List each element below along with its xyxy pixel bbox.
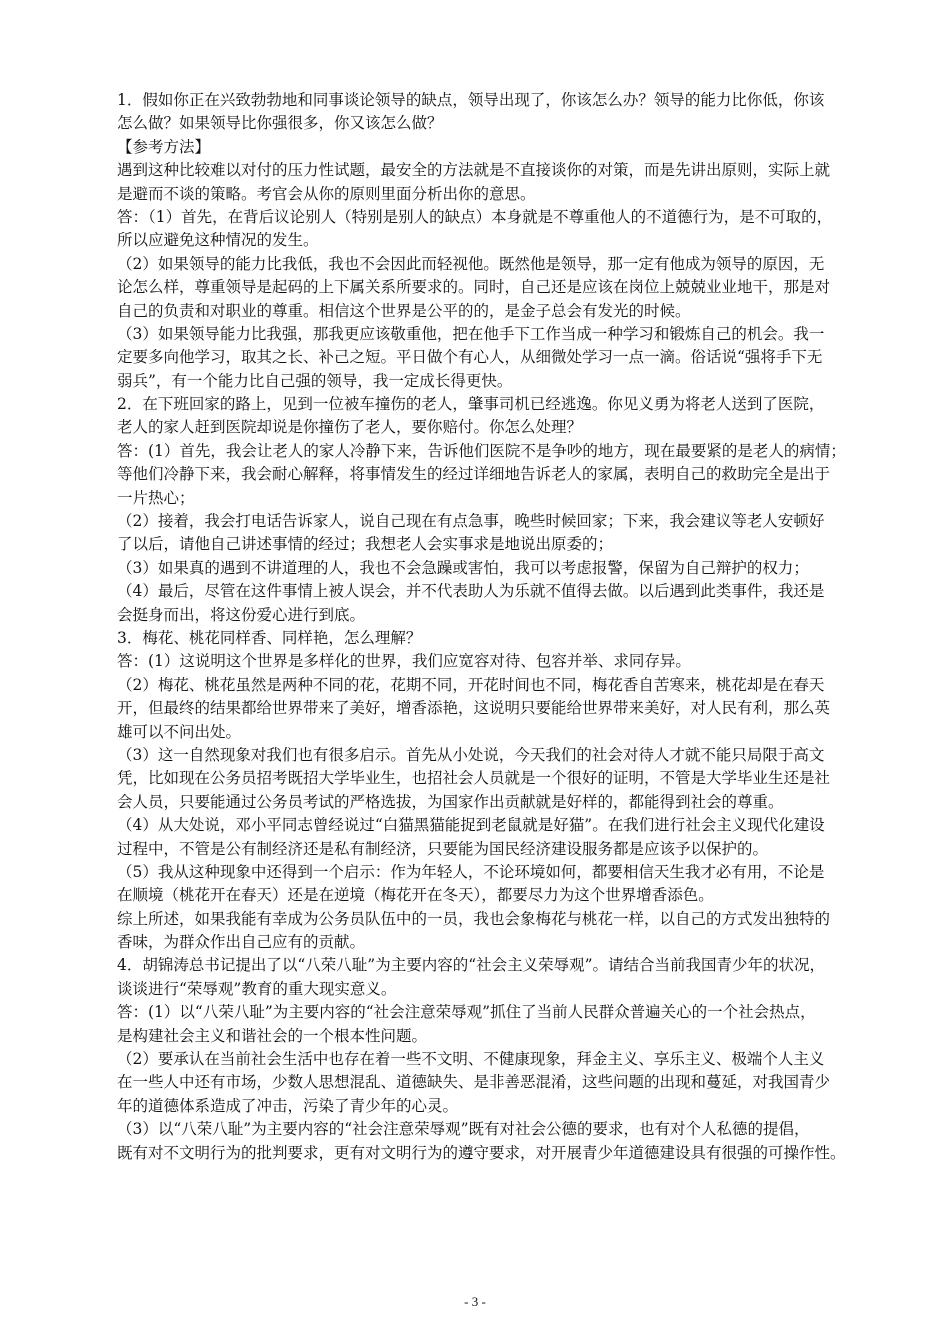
text-line: 在顺境（桃花开在春天）还是在逆境（梅花开在冬天），都要尽力为这个世界增香添色。 (117, 886, 714, 905)
text-line: （2）接着，我会打电话告诉家人，说自己现在有点急事，晚些时候回家；下来，我会建议等老人安顿好 (117, 512, 825, 531)
text-line: 等他们冷静下来，我会耐心解释，将事情发生的经过详细地告诉老人的家属，表明自己的救助完全是出于 (117, 465, 831, 484)
text-line: 雄可以不问出处。 (117, 722, 242, 741)
text-line: （3）以“八荣八耻”为主要内容的“社会注意荣辱观”既有对社会公德的要求，也有对个人私德的提倡， (117, 1120, 810, 1139)
text-line: 答：(1）这说明这个世界是多样化的世界，我们应宽容对待、包容并举、求同存异。 (117, 652, 691, 671)
text-line: 答：(1）以“八荣八耻”为主要内容的“社会注意荣辱观”抓住了当前人民群众普遍关心的一个社会热点， (117, 1003, 816, 1022)
text-line: 既有对不文明行为的批判要求，更有对文明行为的遵守要求，对开展青少年道德建设具有很强的可操作性。 (117, 1143, 846, 1162)
text-line: 所以应避免这种情况的发生。 (117, 231, 319, 250)
text-line: （3）如果领导能力比我强，那我更应该敬重他，把在他手下工作当成一种学习和锻炼自己的机会。我一 (117, 324, 825, 343)
text-line: 会人员，只要能通过公务员考试的严格选拔，为国家作出贡献就是好样的，都能得到社会的尊重。 (117, 792, 784, 811)
text-line: （4）从大处说，邓小平同志曾经说过“白猫黑猫能捉到老鼠就是好猫”。在我们进行社会主义现代化建设 (117, 816, 825, 835)
text-line: 老人的家人赶到医院却说是你撞伤了老人，要你赔付。你怎么处理？ (117, 418, 583, 437)
text-line: （2）如果领导的能力比我低，我也不会因此而轻视他。既然他是领导，那一定有他成为领导的原因，无 (117, 254, 825, 273)
text-line: 是构建社会主义和谐社会的一个根本性问题。 (117, 1026, 428, 1045)
text-line: 4．胡锦涛总书记提出了以“八荣八耻”为主要内容的“社会主义荣辱观”。请结合当前我国青少年的状况， (117, 956, 826, 975)
text-line: 过程中，不管是公有制经济还是私有制经济，只要能为国民经济建设服务都是应该予以保护的。 (117, 839, 769, 858)
text-line: 答：（1）首先，在背后议论别人（特别是别人的缺点）本身就是不尊重他人的不道德行为，是不可取的， (117, 207, 833, 226)
page-number: - 3 - (464, 1294, 486, 1309)
text-line: 了以后，请他自己讲述事情的经过；我想老人会实事求是地说出原委的； (117, 535, 614, 554)
text-line: 论怎么样，尊重领导是起码的上下属关系所要求的。同时，自己还是应该在岗位上兢兢业业地干，那是对 (117, 278, 831, 297)
text-line: 2．在下班回家的路上，见到一位被车撞伤的老人，肇事司机已经逃逸。你见义勇为将老人送到了医院， (117, 395, 825, 414)
text-line: （2）梅花、桃花虽然是两种不同的花，花期不同，开花时间也不同，梅花香自苦寒来，桃花却是在春天 (117, 675, 825, 694)
text-line: 1．假如你正在兴致勃勃地和同事谈论领导的缺点，领导出现了，你该怎么办？领导的能力比你低，你该 (117, 91, 825, 109)
text-line: 一片热心； (117, 488, 195, 507)
text-line: 怎么做？如果领导比你强很多，你又该怎么做？ (117, 114, 443, 133)
text-line: （2）要承认在当前社会生活中也存在着一些不文明、不健康现象，拜金主义、享乐主义、极端个人主义 (117, 1050, 825, 1069)
text-line: （3）这一自然现象对我们也有很多启示。首先从小处说，今天我们的社会对待人才就不能只局限于高文 (117, 745, 825, 764)
text-line: 3．梅花、桃花同样香、同样艳，怎么理解？ (117, 628, 422, 647)
text-line: 【参考方法】 (117, 137, 211, 156)
text-line: （3）如果真的遇到不讲道理的人，我也不会急躁或害怕，我可以考虑报警，保留为自己辩护的权力； (117, 558, 809, 577)
text-line: 凭，比如现在公务员招考既招大学毕业生，也招社会人员就是一个很好的证明，不管是大学毕业生还是社 (117, 769, 831, 788)
text-line: （5）我从这种现象中还得到一个启示：作为年轻人，不论环境如何，都要相信天生我才必有用，不论是 (117, 862, 825, 881)
text-line: 是避而不谈的策略。考官会从你的原则里面分析出你的意思。 (117, 184, 536, 203)
text-line: 综上所述，如果我能有幸成为公务员队伍中的一员，我也会象梅花与桃花一样，以自己的方式发出独特的 (117, 909, 831, 928)
text-line: 开，但最终的结果都给世界带来了美好，增香添艳，这说明只要能给世界带来美好，对人民有利，那么英 (117, 699, 831, 718)
text-line: 弱兵”，有一个能力比自己强的领导，我一定成长得更快。 (117, 371, 513, 390)
text-line: 会挺身而出，将这份爱心进行到底。 (117, 605, 366, 624)
text-line: 在一些人中还有市场，少数人思想混乱、道德缺失、是非善恶混淆，这些问题的出现和蔓延，对我国青少 (117, 1073, 831, 1092)
text-line: 遇到这种比较难以对付的压力性试题，最安全的方法就是不直接谈你的对策，而是先讲出原则，实际上就 (117, 161, 831, 180)
text-line: 定要多向他学习，取其之长、补己之短。平日做个有心人，从细微处学习一点一滴。俗话说“强将手下无 (117, 348, 823, 367)
document-body (117, 89, 887, 1165)
text-line: 谈谈进行“荣辱观”教育的重大现实意义。 (117, 979, 397, 998)
text-line: 自己的负责和对职业的尊重。相信这个世界是公平的的，是金子总会有发光的时候。 (117, 301, 691, 320)
text-line: 香味，为群众作出自己应有的贡献。 (117, 933, 366, 952)
text-line: 年的道德体系造成了冲击，污染了青少年的心灵。 (117, 1096, 459, 1115)
text-line: 答：(1）首先，我会让老人的家人冷静下来，告诉他们医院不是争吵的地方，现在最要紧的是老人的病情； (117, 441, 846, 460)
text-line: （4）最后，尽管在这件事情上被人误会，并不代表助人为乐就不值得去做。以后遇到此类事件，我还是 (117, 582, 825, 601)
